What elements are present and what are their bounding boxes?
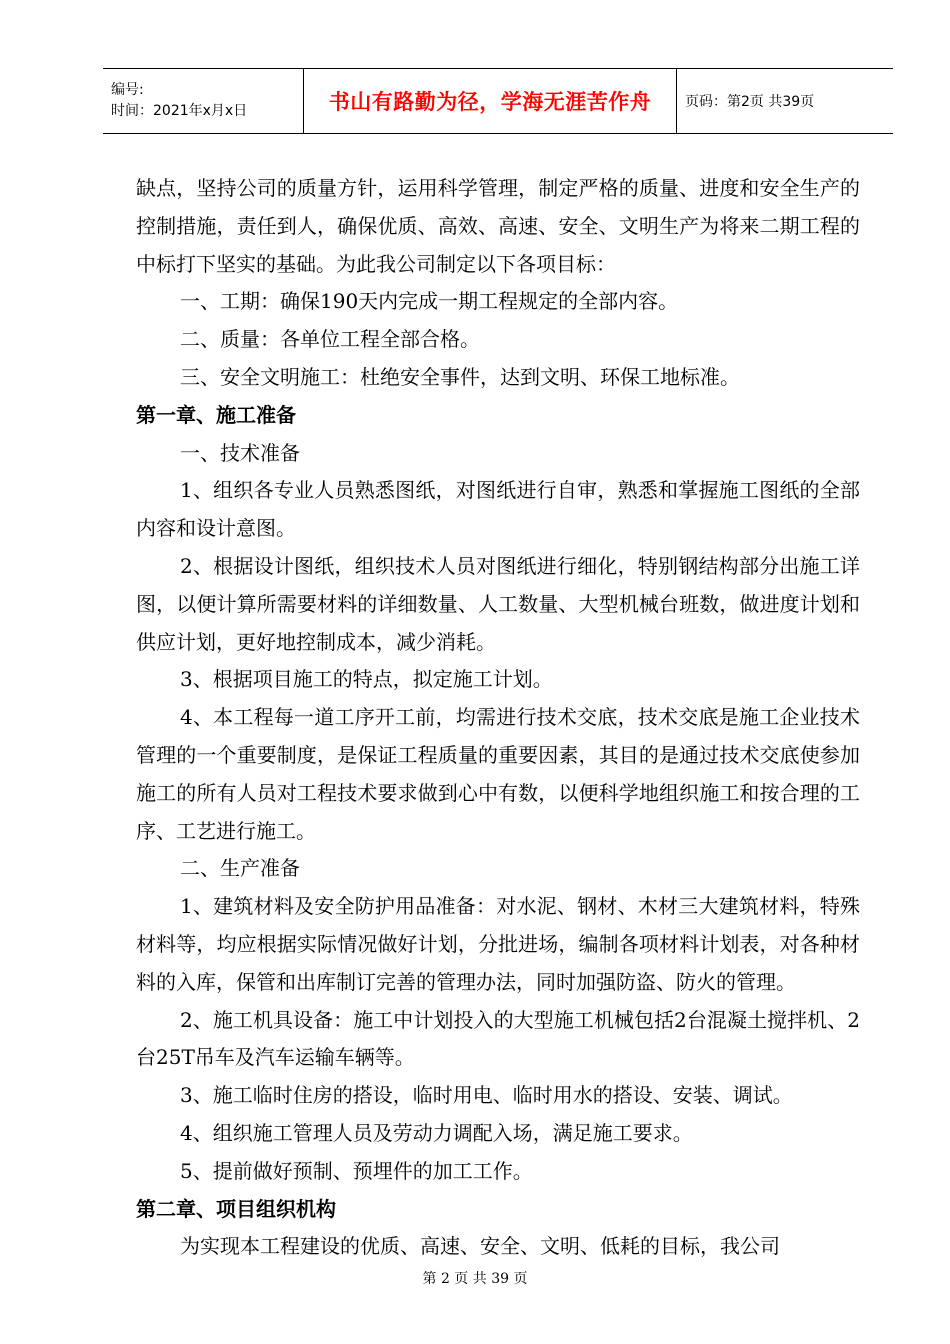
body-paragraph: 2、施工机具设备：施工中计划投入的大型施工机械包括2台混凝土搅拌机、2台25T吊车及汽车运输车辆等。: [136, 1007, 860, 1070]
body-paragraph: 二、生产准备: [180, 856, 300, 881]
body-paragraph: 4、本工程每一道工序开工前，均需进行技术交底，技术交底是施工企业技术管理的一个重要制度，是保证工程质量的重要因素，其目的是通过技术交底使参加施工的所有人员对工程技术要求做到心中有数，以便科学地组织施工和按合理的工序、工艺进行施工。: [136, 705, 860, 843]
body-paragraph: 为实现本工程建设的优质、高速、安全、文明、低耗的目标，我公司: [180, 1234, 780, 1259]
body-paragraph: 三、安全文明施工：杜绝安全事件，达到文明、环保工地标准。: [180, 364, 740, 389]
body-paragraph: 2、根据设计图纸，组织技术人员对图纸进行细化，特别钢结构部分出施工详图，以便计算所需要材料的详细数量、人工数量、大型机械台班数，做进度计划和供应计划，更好地控制成本，减少消耗。: [136, 553, 860, 654]
document-body: [136, 170, 860, 1266]
document-header: [103, 68, 893, 134]
body-paragraph: 缺点，坚持公司的质量方针，运用科学管理，制定严格的质量、进度和安全生产的控制措施，责任到人，确保优质、高效、高速、安全、文明生产为将来二期工程的中标打下坚实的基础。为此我公司制定以下各项目标：: [136, 176, 860, 276]
motto: 书山有路勤为径，学海无涯苦作舟: [328, 90, 652, 114]
header-meta: [103, 69, 303, 133]
page-info: 页码：第2页 共39页: [685, 94, 815, 110]
body-paragraph: 一、工期：确保190天内完成一期工程规定的全部内容。: [180, 289, 679, 314]
header-motto-cell: [303, 69, 677, 133]
body-paragraph: 3、根据项目施工的特点，拟定施工计划。: [180, 667, 553, 692]
body-paragraph: 3、施工临时住房的搭设，临时用电、临时用水的搭设、安装、调试。: [180, 1083, 793, 1108]
page-footer: 第 2 页 共 39 页: [422, 1271, 528, 1287]
body-paragraph: 4、组织施工管理人员及劳动力调配入场，满足施工要求。: [180, 1120, 693, 1145]
body-paragraph: 1、组织各专业人员熟悉图纸，对图纸进行自审，熟悉和掌握施工图纸的全部内容和设计意图。: [136, 478, 860, 541]
chapter-heading: 第二章、项目组织机构: [136, 1196, 336, 1221]
header-page-cell: [677, 69, 893, 133]
chapter-heading: 第一章、施工准备: [136, 402, 296, 427]
body-paragraph: 二、质量：各单位工程全部合格。: [180, 327, 480, 352]
body-paragraph: 1、建筑材料及安全防护用品准备：对水泥、钢材、木材三大建筑材料，特殊材料等，均应根据实际情况做好计划，分批进场，编制各项材料计划表，对各种材料的入库，保管和出库制订完善的管理办法，同时加强防盗、防火的管理。: [136, 894, 860, 994]
serial-label: 编号:: [111, 82, 144, 98]
body-paragraph: 5、提前做好预制、预埋件的加工工作。: [180, 1158, 533, 1183]
date-label: 时间：2021年x月x日: [111, 103, 248, 119]
body-paragraph: 一、技术准备: [180, 440, 300, 465]
